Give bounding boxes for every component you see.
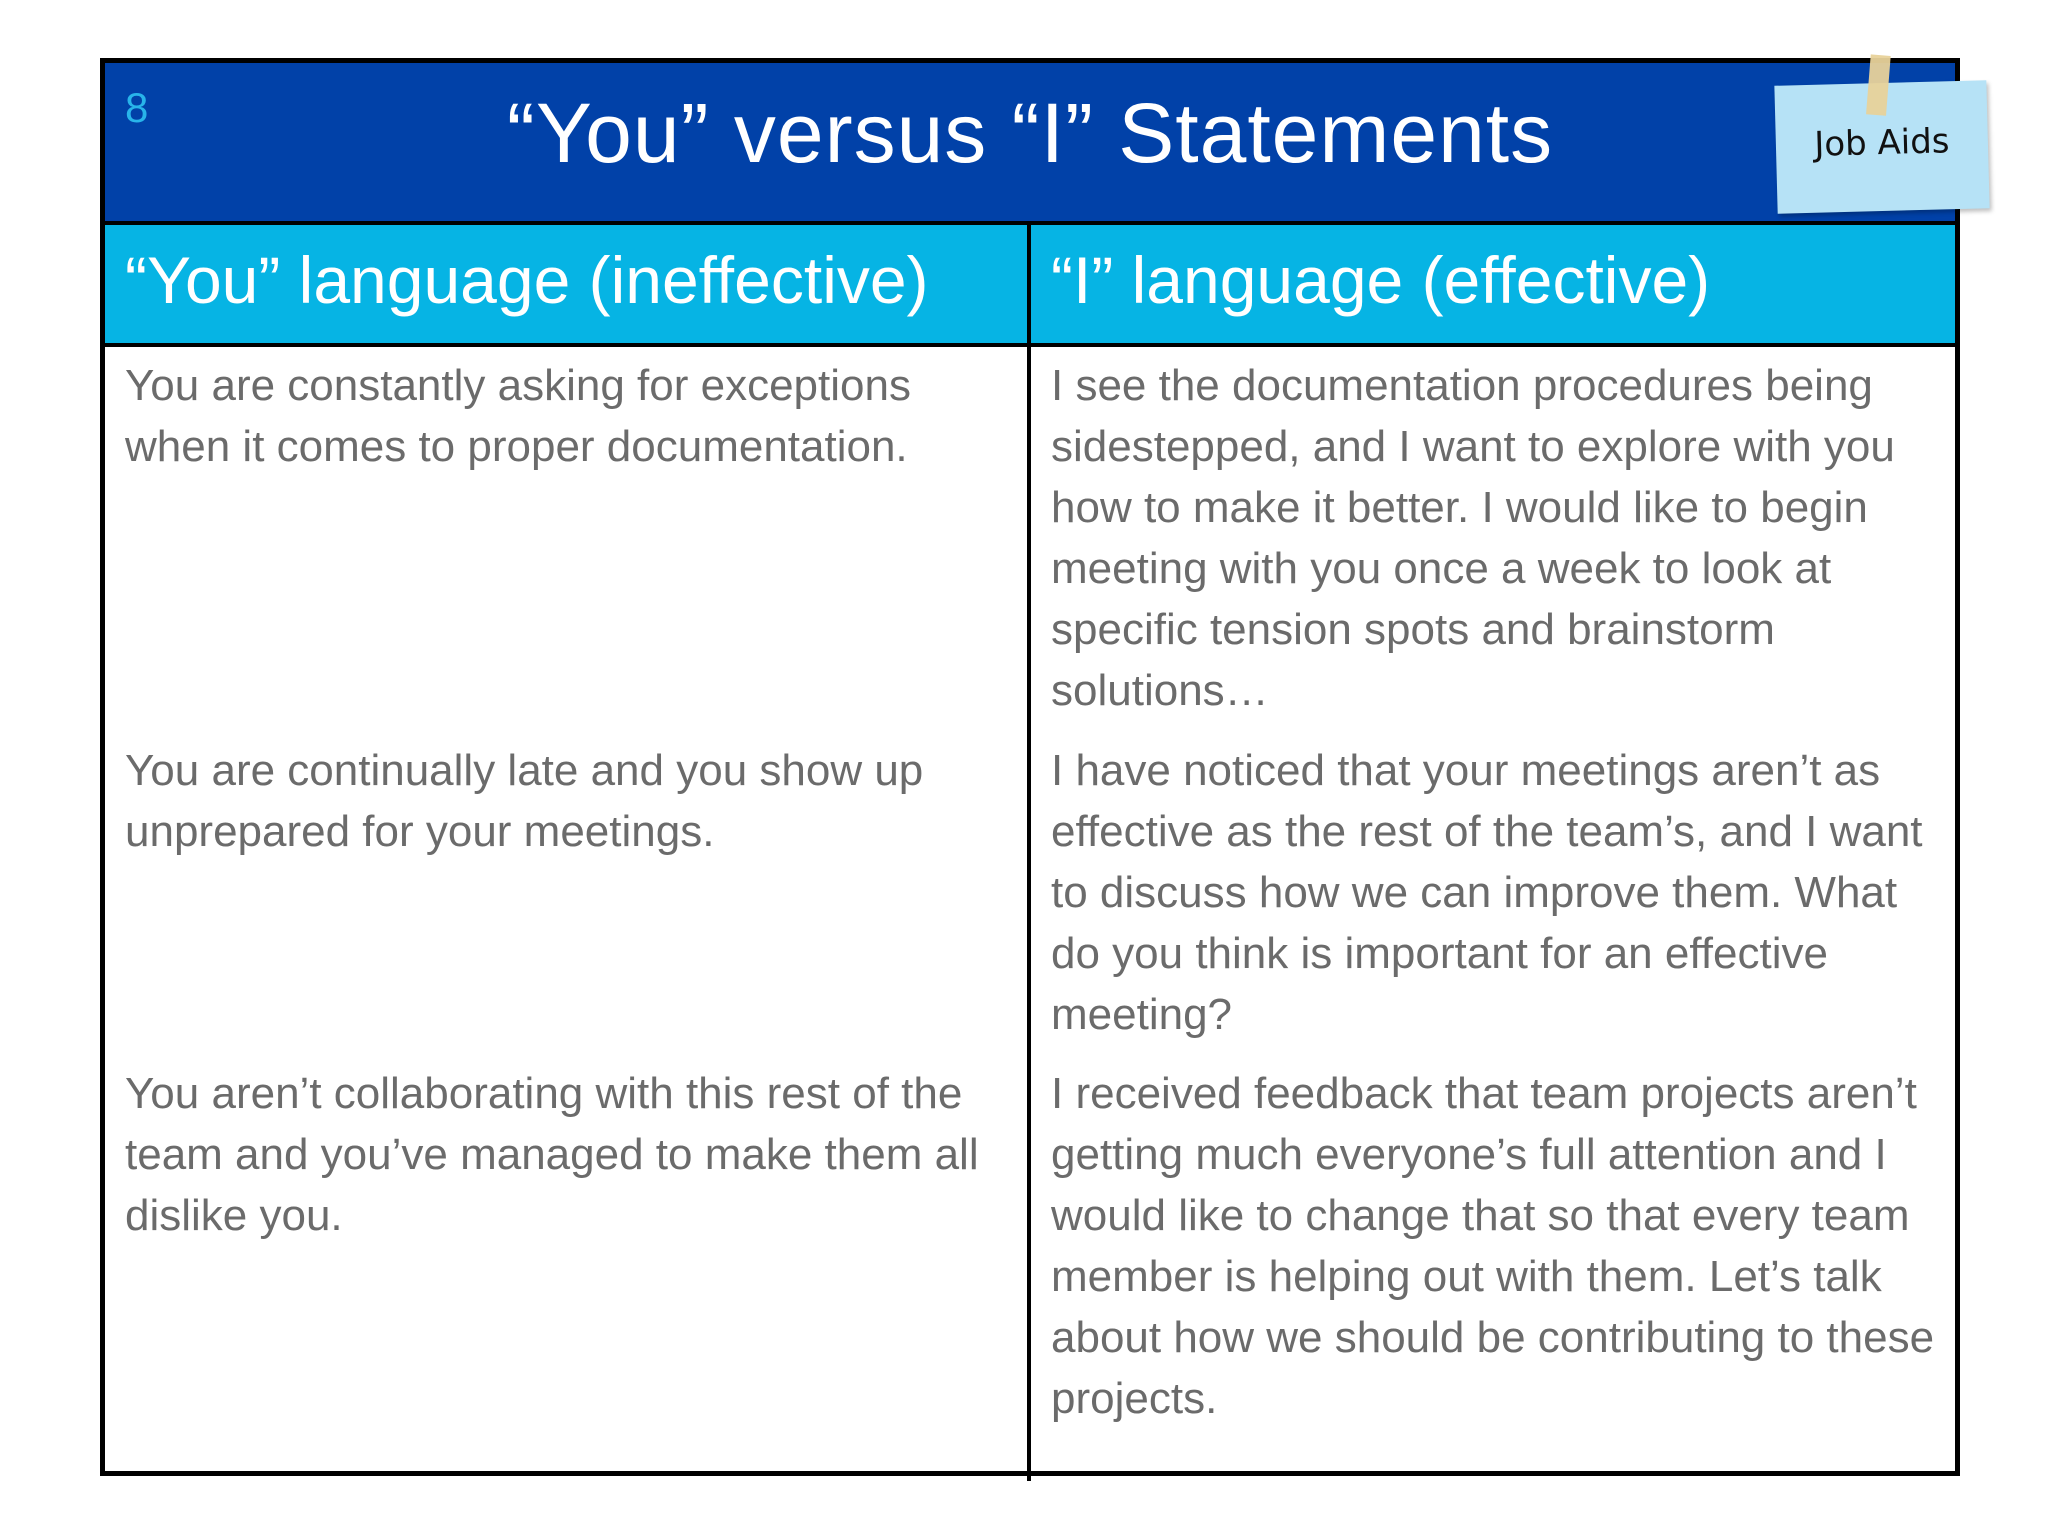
header-you-language: “You” language (ineffective) bbox=[125, 243, 929, 317]
you-statement-1: You are constantly asking for exceptions when it comes to proper documentation. bbox=[125, 361, 911, 471]
i-statement-2: I have noticed that your meetings aren’t as effective as the rest of the team’s, and I want to discuss how we can improve them. What do you think is important for an effective meeting? bbox=[1051, 746, 1923, 1039]
i-statement-3: I received feedback that team projects aren’t getting much everyone’s full attention and I would like to change that so that every team member is helping out with them. Let’s talk about how we should be contributing to these projects. bbox=[1051, 1069, 1935, 1423]
slide-title: “You” versus “I” Statements bbox=[506, 86, 1554, 180]
you-statement-2: You are continually late and you show up unprepared for your meetings. bbox=[125, 746, 924, 856]
job-aids-note bbox=[1774, 80, 1989, 214]
you-statement-3: You aren’t collaborating with this rest of the team and you’ve managed to make them all dislike you. bbox=[125, 1069, 979, 1240]
job-aids-label: Job Aids bbox=[1813, 121, 1951, 165]
slide bbox=[100, 58, 1960, 1476]
slide-number: 8 bbox=[125, 84, 149, 131]
tape-icon bbox=[1866, 54, 1891, 115]
title-bar bbox=[105, 63, 1955, 225]
header-i-language: “I” language (effective) bbox=[1051, 243, 1711, 317]
i-statement-1: I see the documentation procedures being sidestepped, and I want to explore with you how to make it better. I would like to begin meeting with you once a week to look at specific tension spots and brainstorm solutions… bbox=[1051, 361, 1895, 715]
column-divider bbox=[1027, 225, 1031, 1481]
